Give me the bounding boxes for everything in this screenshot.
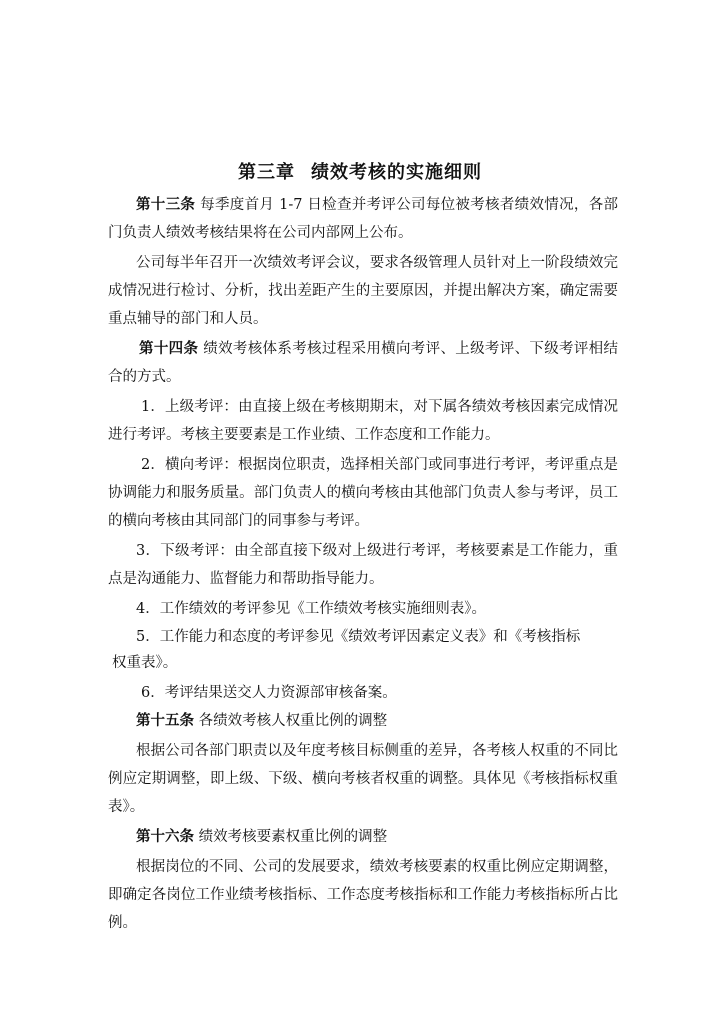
paragraph-line: 成情况进行检讨、分析，找出差距产生的主要原因，并提出解决方案，确定需要 (108, 283, 618, 299)
chapter-name: 绩效考核的实施细则 (311, 162, 482, 183)
list-item-2-line-2: 协调能力和服务质量。部门负责人的横向考核由其他部门负责人参与考评，员工 (108, 485, 618, 501)
chapter-title (0, 158, 720, 184)
article-13-line-1: 第十三条 每季度首月 1-7 日检查并考评公司每位被考核者绩效情况，各部 (136, 196, 618, 213)
list-item-2-line-3: 的横向考核由其同部门的同事参与考评。 (108, 513, 369, 529)
article-13-label: 第十三条 (136, 196, 196, 213)
list-item-3-line-2: 点是沟通能力、监督能力和帮助指导能力。 (108, 571, 384, 587)
article-13-line-2: 门负责人绩效考核结果将在公司内部网上公布。 (108, 225, 413, 241)
paragraph-line: 重点辅导的部门和人员。 (108, 311, 268, 327)
article-14-label: 第十四条 (139, 340, 199, 357)
article-15-label: 第十五条 (136, 712, 194, 729)
list-item-6: 6．考评结果送交人力资源部审核备案。 (141, 685, 397, 701)
list-item-3-line-1: 3．下级考评：由全部直接下级对上级进行考评，考核要素是工作能力，重 (136, 543, 618, 559)
list-item-5-line-2: 权重表》。 (112, 655, 178, 671)
list-item-4: 4．工作绩效的考评参见《工作绩效考核实施细则表》。 (136, 601, 486, 617)
paragraph-line: 表》。 (108, 799, 145, 815)
article-14-line-2: 合的方式。 (108, 369, 181, 385)
article-16-heading: 第十六条 绩效考核要素权重比例的调整 (136, 828, 388, 845)
paragraph-line: 根据公司各部门职责以及年度考核目标侧重的差异，各考核人权重的不同比 (136, 743, 618, 759)
list-item-1-line-1: 1．上级考评：由直接上级在考核期期末，对下属各绩效考核因素完成情况 (141, 399, 618, 415)
chapter-number: 第三章 (238, 162, 295, 183)
paragraph-line: 例。 (108, 915, 137, 931)
paragraph-line: 根据岗位的不同、公司的发展要求，绩效考核要素的权重比例应定期调整， (136, 859, 618, 875)
list-item-5-line-1: 5．工作能力和态度的考评参见《绩效考评因素定义表》和《考核指标 (136, 629, 581, 645)
article-14-line-1: 第十四条 绩效考核体系考核过程采用横向考评、上级考评、下级考评相结 (139, 340, 619, 357)
paragraph-line: 即确定各岗位工作业绩考核指标、工作态度考核指标和工作能力考核指标所占比 (108, 887, 618, 903)
paragraph-line: 公司每半年召开一次绩效考评会议，要求各级管理人员针对上一阶段绩效完 (136, 255, 618, 271)
list-item-2-line-1: 2．横向考评：根据岗位职责，选择相关部门或同事进行考评，考评重点是 (141, 457, 618, 473)
paragraph-line: 例应定期调整，即上级、下级、横向考核者权重的调整。具体见《考核指标权重 (108, 771, 618, 787)
list-item-1-line-2: 进行考评。考核主要要素是工作业绩、工作态度和工作能力。 (108, 427, 500, 443)
article-16-label: 第十六条 (136, 828, 194, 845)
article-15-heading: 第十五条 各绩效考核人权重比例的调整 (136, 712, 388, 729)
